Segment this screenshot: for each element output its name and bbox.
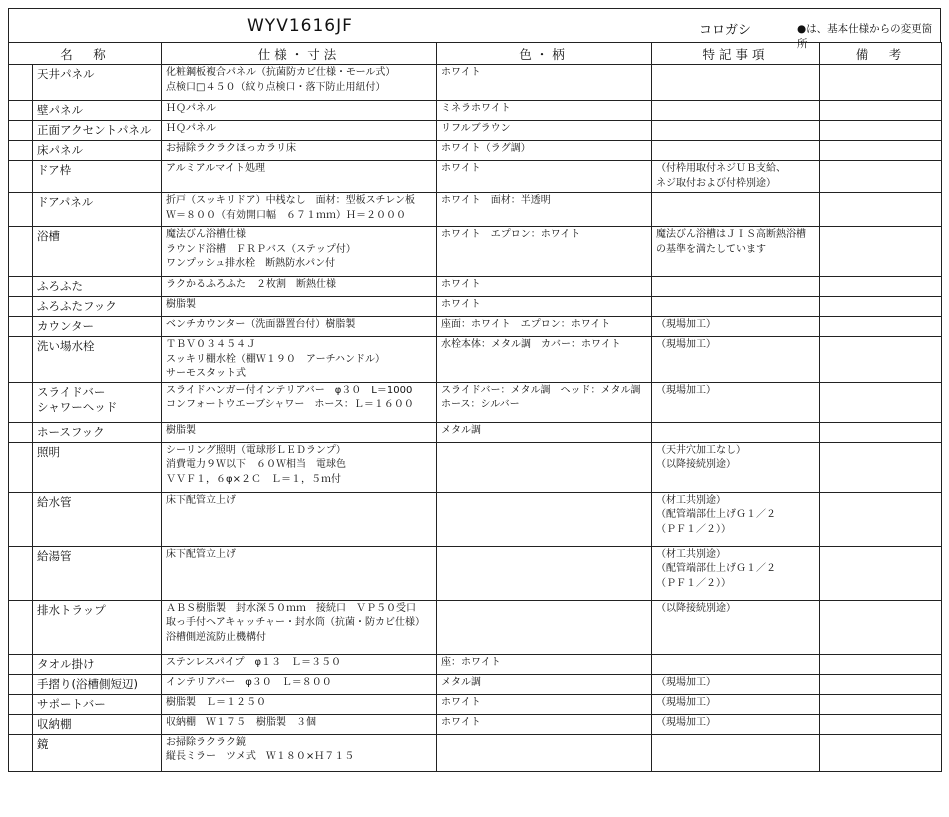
notes-cell: [652, 694, 820, 714]
color-line: ホワイト エプロン：ホワイト: [441, 229, 581, 240]
color-cell: [437, 442, 652, 492]
spec-cell: [162, 227, 437, 277]
spec-line: 縦長ミラー ツメ式 Ｗ１８０×Ｈ７１５: [166, 751, 355, 762]
table-row: [9, 734, 942, 771]
table-row: [9, 422, 942, 442]
item-name-line: 鏡: [37, 736, 49, 751]
notes-line: ネジ取付および付枠別途）: [656, 177, 777, 189]
spec-line: 床下配管立上げ: [166, 494, 237, 506]
notes-cell: [652, 674, 820, 694]
item-name: [33, 317, 162, 337]
spec-cell: [162, 317, 437, 337]
item-name-line: 正面アクセントパネル: [37, 123, 152, 137]
color-line: メタル調: [441, 676, 482, 688]
item-name-line: 給湯管: [37, 548, 72, 563]
item-name: [33, 277, 162, 297]
table-row: [9, 654, 942, 674]
remarks-cell: [820, 654, 942, 674]
table-body: [9, 65, 942, 772]
spec-cell: [162, 65, 437, 101]
spec-line: ＴＢＶ０３４５４Ｊ: [166, 339, 257, 350]
item-name: [33, 382, 162, 422]
item-name-line: 床パネル: [37, 143, 83, 157]
item-name: [33, 492, 162, 546]
notes-line: （材工共別途）: [656, 494, 727, 506]
item-name-line: シャワーヘッド: [37, 399, 118, 414]
remarks-cell: [820, 600, 942, 654]
item-name: [33, 141, 162, 161]
notes-cell: [652, 121, 820, 141]
spec-line: Ｗ＝８００（有効開口幅 ６７１ｍｍ）Ｈ＝２０００: [166, 209, 407, 221]
item-name: [33, 442, 162, 492]
remarks-cell: [820, 546, 942, 600]
notes-cell: [652, 161, 820, 193]
col-header-remarks: 備 考: [820, 43, 942, 65]
item-name: [33, 65, 162, 101]
color-cell: [437, 674, 652, 694]
spec-cell: [162, 277, 437, 297]
item-name-line: 手摺り(浴槽側短辺): [37, 676, 138, 691]
notes-cell: [652, 277, 820, 297]
spec-cell: [162, 422, 437, 442]
notes-line: （現場加工）: [656, 696, 717, 708]
notes-cell: [652, 714, 820, 734]
table-row: [9, 337, 942, 383]
table-row: [9, 442, 942, 492]
remarks-cell: [820, 317, 942, 337]
color-cell: [437, 161, 652, 193]
table-row: [9, 600, 942, 654]
color-line: ホワイト 面材：半透明: [441, 195, 551, 206]
color-cell: [437, 714, 652, 734]
spec-line: 消費電力９Ｗ以下 ６０Ｗ相当 電球色: [166, 459, 347, 470]
spec-cell: [162, 161, 437, 193]
spec-line: お掃除ラクラク鏡: [166, 736, 247, 748]
notes-line: （以降接続別途）: [656, 602, 737, 614]
item-name: [33, 193, 162, 227]
item-name-line: 給水管: [37, 494, 72, 509]
spec-line: 床下配管立上げ: [166, 548, 237, 560]
row-index-cell: [9, 121, 33, 141]
remarks-cell: [820, 422, 942, 442]
spec-cell: [162, 734, 437, 771]
table-row: [9, 714, 942, 734]
notes-cell: [652, 101, 820, 121]
item-name: [33, 600, 162, 654]
color-cell: [437, 297, 652, 317]
spec-line: ベンチカウンター（洗面器置台付）樹脂製: [166, 319, 356, 330]
color-cell: [437, 227, 652, 277]
table-row: [9, 193, 942, 227]
spec-cell: [162, 674, 437, 694]
remarks-cell: [820, 141, 942, 161]
notes-line: （現場加工）: [656, 384, 717, 396]
row-index-cell: [9, 65, 33, 101]
spec-line: アルミアルマイト処理: [166, 163, 266, 174]
row-index-cell: [9, 674, 33, 694]
color-line: ホワイト（ラグ調）: [441, 143, 531, 154]
table-row: [9, 161, 942, 193]
spec-line: コンフォートウエーブシャワー ホース：Ｌ＝１６００: [166, 399, 414, 410]
table-row: [9, 694, 942, 714]
notes-line: （材工共別途）: [656, 548, 727, 560]
notes-cell: [652, 227, 820, 277]
spec-line: ステンレスパイプ φ１３ Ｌ＝３５０: [166, 656, 342, 668]
color-line: 座：ホワイト: [441, 656, 501, 668]
table-row: [9, 101, 942, 121]
color-cell: [437, 422, 652, 442]
color-cell: [437, 600, 652, 654]
model-number: WYV1616JF: [247, 16, 353, 36]
row-index-cell: [9, 382, 33, 422]
item-name-line: 照明: [37, 444, 60, 459]
notes-cell: [652, 382, 820, 422]
item-name-line: 洗い場水栓: [37, 339, 95, 353]
remarks-cell: [820, 193, 942, 227]
item-name: [33, 654, 162, 674]
table-row: [9, 277, 942, 297]
remarks-cell: [820, 277, 942, 297]
spec-line: ＨＱパネル: [166, 103, 217, 114]
remarks-cell: [820, 121, 942, 141]
spec-line: ＶＶＦ１，６φ×２Ｃ Ｌ＝１，５ｍ付: [166, 473, 341, 485]
remarks-cell: [820, 694, 942, 714]
notes-cell: [652, 600, 820, 654]
spec-line: インテリアバー φ３０ Ｌ＝８００: [166, 676, 332, 688]
spec-line: 点検口□４５０（紋り点検口・落下防止用紐付）: [166, 81, 386, 93]
col-header-color: 色・柄: [437, 43, 652, 65]
item-name-line: 収納棚: [37, 716, 72, 731]
remarks-cell: [820, 337, 942, 383]
table-row: [9, 674, 942, 694]
notes-line: （天井穴加工なし）: [656, 444, 747, 456]
color-line: ミネラホワイト: [441, 103, 511, 114]
spec-table: [8, 42, 942, 772]
item-name-line: ドアパネル: [37, 195, 94, 209]
row-index-cell: [9, 193, 33, 227]
spec-line: ラクかるふろふた ２枚割 断熱仕様: [166, 279, 337, 290]
color-line: ホース：シルバー: [441, 399, 520, 410]
notes-cell: [652, 546, 820, 600]
item-name-line: ホースフック: [37, 424, 105, 439]
spec-cell: [162, 297, 437, 317]
spec-cell: [162, 694, 437, 714]
color-line: スライドバー：メタル調 ヘッド：メタル調: [441, 384, 641, 396]
item-name-line: ドア枠: [37, 163, 72, 177]
color-line: 水栓本体：メタル調 カバー：ホワイト: [441, 339, 621, 350]
notes-cell: [652, 317, 820, 337]
spec-cell: [162, 714, 437, 734]
remarks-cell: [820, 442, 942, 492]
row-index-cell: [9, 654, 33, 674]
table-row: [9, 297, 942, 317]
row-index-cell: [9, 161, 33, 193]
color-line: ホワイト: [441, 279, 481, 290]
item-name: [33, 337, 162, 383]
notes-line: （付枠用取付ネジＵＢ支給、: [656, 163, 787, 174]
color-line: ホワイト: [441, 716, 481, 728]
spec-cell: [162, 101, 437, 121]
remarks-cell: [820, 227, 942, 277]
row-index-cell: [9, 492, 33, 546]
spec-cell: [162, 546, 437, 600]
color-cell: [437, 141, 652, 161]
item-name: [33, 161, 162, 193]
item-name-line: ふろふたフック: [37, 299, 117, 313]
color-line: ホワイト: [441, 163, 481, 174]
row-index-cell: [9, 734, 33, 771]
item-name: [33, 101, 162, 121]
notes-line: （以降接続別途）: [656, 459, 737, 470]
remarks-cell: [820, 492, 942, 546]
spec-line: スッキリ棚水栓（棚Ｗ１９０ アーチハンドル）: [166, 353, 386, 365]
item-name: [33, 546, 162, 600]
table-row: [9, 382, 942, 422]
row-index-cell: [9, 277, 33, 297]
item-name: [33, 734, 162, 771]
spec-line: 折戸（スッキリドア）中桟なし 面材：型板スチレン板: [166, 195, 415, 206]
notes-line: （配管端部仕上げＧ１／２: [656, 509, 777, 520]
item-name: [33, 694, 162, 714]
row-index-cell: [9, 600, 33, 654]
color-line: リフルブラウン: [441, 123, 511, 134]
color-cell: [437, 121, 652, 141]
table-row: [9, 121, 942, 141]
table-row: [9, 546, 942, 600]
row-index-cell: [9, 101, 33, 121]
remarks-cell: [820, 101, 942, 121]
notes-line: （配管端部仕上げＧ１／２: [656, 563, 777, 574]
spec-line: 樹脂製: [166, 424, 197, 436]
spec-line: 取っ手付ヘアキャッチャー・封水筒（抗菌・防カビ仕様）: [166, 617, 426, 628]
notes-cell: [652, 337, 820, 383]
notes-line: （ＰＦ１／２））: [656, 577, 732, 589]
color-line: ホワイト: [441, 299, 481, 310]
row-index-cell: [9, 442, 33, 492]
spec-line: 化粧鋼板複合パネル（抗菌防カビ仕様・モール式）: [166, 67, 396, 78]
spec-line: ＨＱパネル: [166, 123, 217, 134]
remarks-cell: [820, 297, 942, 317]
notes-line: （現場加工）: [656, 319, 717, 330]
remarks-cell: [820, 382, 942, 422]
table-row: [9, 317, 942, 337]
notes-cell: [652, 442, 820, 492]
color-cell: [437, 277, 652, 297]
item-name-line: タオル掛け: [37, 656, 95, 671]
remarks-cell: [820, 674, 942, 694]
remarks-cell: [820, 734, 942, 771]
color-line: 座面：ホワイト エプロン：ホワイト: [441, 319, 611, 330]
item-name-line: 壁パネル: [37, 103, 83, 117]
notes-line: （現場加工）: [656, 339, 717, 350]
color-cell: [437, 382, 652, 422]
spec-line: ＡＢＳ樹脂製 封水深５０ｍｍ 接続口 ＶＰ５０受口: [166, 602, 417, 614]
color-cell: [437, 65, 652, 101]
item-name-line: 排水トラップ: [37, 602, 106, 617]
color-line: ホワイト: [441, 67, 481, 78]
notes-cell: [652, 492, 820, 546]
item-name-line: 天井パネル: [37, 67, 95, 81]
notes-cell: [652, 734, 820, 771]
notes-cell: [652, 141, 820, 161]
table-row: [9, 65, 942, 101]
change-legend: ●は、基本仕様からの変更箇所: [797, 23, 933, 50]
color-cell: [437, 337, 652, 383]
item-name-line: ふろふた: [37, 279, 83, 293]
spec-line: 魔法びん浴槽仕様: [166, 229, 247, 240]
spec-line: シーリング照明（電球形ＬＥＤランプ）: [166, 444, 346, 456]
spec-line: ラウンド浴槽 ＦＲＰバス（ステップ付）: [166, 243, 356, 255]
item-name: [33, 227, 162, 277]
color-cell: [437, 317, 652, 337]
table-row: [9, 141, 942, 161]
spec-cell: [162, 492, 437, 546]
remarks-cell: [820, 161, 942, 193]
spec-cell: [162, 193, 437, 227]
spec-cell: [162, 121, 437, 141]
notes-line: （ＰＦ１／２））: [656, 523, 732, 535]
sheet-header: [8, 8, 941, 50]
spec-line: サーモスタット式: [166, 368, 247, 379]
row-index-cell: [9, 546, 33, 600]
remarks-cell: [820, 714, 942, 734]
item-name: [33, 121, 162, 141]
spec-cell: [162, 654, 437, 674]
spec-cell: [162, 141, 437, 161]
col-header-notes: 特記事項: [652, 43, 820, 65]
item-name: [33, 297, 162, 317]
remarks-cell: [820, 65, 942, 101]
row-index-cell: [9, 337, 33, 383]
layout-note: コロガシ: [699, 23, 752, 38]
color-cell: [437, 492, 652, 546]
color-cell: [437, 734, 652, 771]
spec-line: 樹脂製: [166, 299, 197, 310]
notes-cell: [652, 654, 820, 674]
color-line: メタル調: [441, 424, 482, 436]
color-cell: [437, 694, 652, 714]
notes-cell: [652, 422, 820, 442]
color-cell: [437, 654, 652, 674]
spec-cell: [162, 382, 437, 422]
spec-cell: [162, 337, 437, 383]
notes-line: の基準を満たしています: [656, 243, 767, 255]
spec-line: 収納棚 Ｗ１７５ 樹脂製 ３個: [166, 716, 317, 728]
row-index-cell: [9, 141, 33, 161]
spec-cell: [162, 442, 437, 492]
color-cell: [437, 101, 652, 121]
item-name-line: 浴槽: [37, 229, 60, 243]
row-index-cell: [9, 714, 33, 734]
color-cell: [437, 546, 652, 600]
color-cell: [437, 193, 652, 227]
table-row: [9, 492, 942, 546]
notes-cell: [652, 193, 820, 227]
item-name-line: スライドバー: [37, 384, 106, 399]
row-index-cell: [9, 227, 33, 277]
notes-cell: [652, 65, 820, 101]
spec-line: 樹脂製 Ｌ＝１２５０: [166, 696, 267, 708]
row-index-cell: [9, 297, 33, 317]
notes-line: 魔法びん浴槽はＪＩＳ高断熱浴槽: [656, 229, 807, 240]
spec-cell: [162, 600, 437, 654]
col-header-name: 名 称: [9, 43, 162, 65]
col-header-spec: 仕様・寸法: [162, 43, 437, 65]
spec-line: スライドハンガー付インテリアバー φ３０ L＝1000: [166, 384, 413, 396]
notes-line: （現場加工）: [656, 716, 717, 728]
spec-line: 浴槽側逆流防止機構付: [166, 631, 267, 643]
spec-sheet: [8, 8, 941, 772]
row-index-cell: [9, 694, 33, 714]
spec-line: ワンプッシュ排水栓 断熱防水パン付: [166, 258, 336, 269]
notes-line: （現場加工）: [656, 676, 717, 688]
color-line: ホワイト: [441, 696, 481, 708]
item-name: [33, 422, 162, 442]
row-index-cell: [9, 317, 33, 337]
item-name: [33, 674, 162, 694]
item-name: [33, 714, 162, 734]
row-index-cell: [9, 422, 33, 442]
table-row: [9, 227, 942, 277]
spec-line: お掃除ラクラクほっカラリ床: [166, 143, 297, 154]
notes-cell: [652, 297, 820, 317]
item-name-line: サポートバー: [37, 696, 106, 711]
item-name-line: カウンター: [37, 319, 95, 333]
